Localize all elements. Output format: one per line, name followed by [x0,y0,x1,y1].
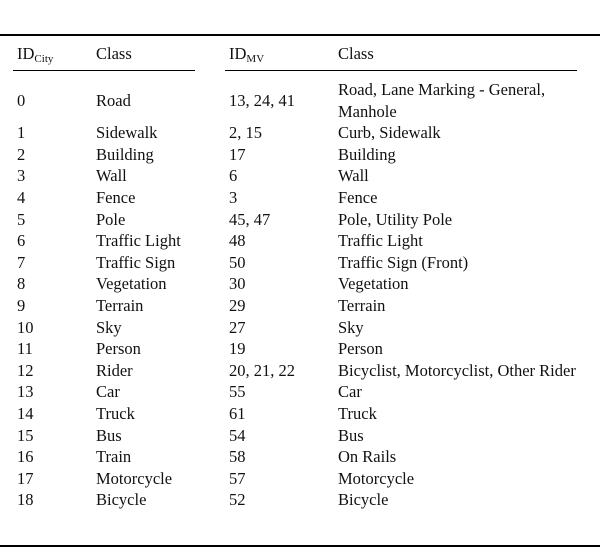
cell-id-mv: 57 [229,468,246,488]
cell-id-city: 18 [17,490,34,510]
cell-id-city: 7 [17,252,26,272]
cell-id-mv: 55 [229,382,246,402]
cell-id-mv: 13, 24, 41 [229,90,295,110]
cell-class-city: Traffic Sign [96,252,176,272]
cell-id-mv: 61 [229,403,246,423]
cell-id-city: 14 [17,403,34,423]
table-row [0,187,600,209]
cell-class-mv: Traffic Sign (Front) [338,252,469,272]
cell-id-city: 1 [17,123,26,143]
cell-id-city: 15 [17,425,34,445]
cell-id-city: 10 [17,317,34,337]
cell-class-mv: Road, Lane Marking - General, Manhole [338,80,546,121]
cityscapes-rule [13,70,195,71]
cell-class-mv: Sky [338,317,364,337]
table-row [0,446,600,468]
table-row [0,122,600,144]
table-row [0,273,600,295]
cell-id-city: 13 [17,382,34,402]
cell-class-mv: Fence [338,187,378,207]
cell-class-mv: Bus [338,425,364,445]
cell-id-mv: 54 [229,425,246,445]
top-rule [0,34,600,36]
table-row [0,381,600,403]
cell-id-city: 16 [17,447,34,467]
cell-class-city: Pole [96,209,126,229]
table-row [0,317,600,339]
cell-class-mv: On Rails [338,447,397,467]
cell-class-mv: Traffic Light [338,231,423,251]
cell-class-city: Fence [96,187,136,207]
cell-class-city: Sidewalk [96,123,158,143]
cell-id-city: 4 [17,187,26,207]
table-row [0,230,600,252]
cell-class-city: Vegetation [96,274,167,294]
cell-id-mv: 45, 47 [229,209,271,229]
cell-class-city: Terrain [96,295,144,315]
cell-class-mv: Car [338,382,362,402]
cell-class-city: Building [96,144,154,164]
cell-id-city: 12 [17,360,34,380]
cell-class-city: Rider [96,360,133,380]
cell-id-mv: 50 [229,252,246,272]
cell-id-mv: 20, 21, 22 [229,360,295,380]
cell-id-city: 17 [17,468,34,488]
cell-class-city: Traffic Light [96,231,181,251]
table-row [0,295,600,317]
cell-id-mv: 6 [229,166,238,186]
cell-id-mv: 29 [229,295,246,315]
table-row [0,468,600,490]
cell-id-mv: 19 [229,339,246,359]
cell-id-mv: 48 [229,231,246,251]
cell-id-mv: 2, 15 [229,123,262,143]
cell-class-city: Bus [96,425,122,445]
header-id-city: $ID_{City}$ [17,44,54,65]
cell-id-city: 6 [17,231,26,251]
table-row [0,252,600,274]
cell-class-city: Sky [96,317,122,337]
cell-id-mv: 58 [229,447,246,467]
bottom-rule [0,545,600,547]
cell-class-city: Wall [96,166,127,186]
cell-id-mv: 30 [229,274,246,294]
cell-id-mv: 3 [229,187,238,207]
cell-id-city: 2 [17,144,26,164]
table-row [0,338,600,360]
cell-class-mv: Motorcycle [338,468,415,488]
table-row [0,360,600,382]
header-id-mv: $ID_{MV}$ [229,44,265,65]
cell-class-mv: Terrain [338,295,386,315]
cell-class-mv: Truck [338,403,377,423]
cell-id-mv: 52 [229,490,246,510]
mapillary-rule [225,70,577,71]
cell-class-mv: Vegetation [338,274,409,294]
cell-class-city: Car [96,382,120,402]
cell-class-mv: Curb, Sidewalk [338,123,441,143]
table-row [0,144,600,166]
cell-class-mv: Building [338,144,396,164]
cell-class-city: Bicycle [96,490,147,510]
cell-id-city: 3 [17,166,26,186]
cell-class-city: Person [96,339,141,359]
table-row [0,425,600,447]
cell-id-mv: 27 [229,317,246,337]
header-class-mv: Class [338,44,374,63]
cell-class-mv: Bicycle [338,490,389,510]
table-row [0,79,600,122]
cell-id-city: 9 [17,295,26,315]
cell-id-city: 8 [17,274,26,294]
class-mapping-table [0,79,600,511]
cell-class-city: Truck [96,403,135,423]
cell-class-mv: Person [338,339,383,359]
table-row [0,489,600,511]
cell-id-city: 5 [17,209,26,229]
cell-class-mv: Pole, Utility Pole [338,209,453,229]
table-row [0,209,600,231]
cell-id-city: 11 [17,339,33,359]
cell-class-city: Motorcycle [96,468,173,488]
table-row [0,403,600,425]
table-row [0,165,600,187]
cell-class-city: Train [96,447,132,467]
cell-id-mv: 17 [229,144,246,164]
cell-class-city: Road [96,90,131,110]
cell-class-mv: Bicyclist, Motorcyclist, Other Rider [338,360,576,380]
cell-class-mv: Wall [338,166,369,186]
cell-id-city: 0 [17,90,26,110]
header-class-city: Class [96,44,132,63]
